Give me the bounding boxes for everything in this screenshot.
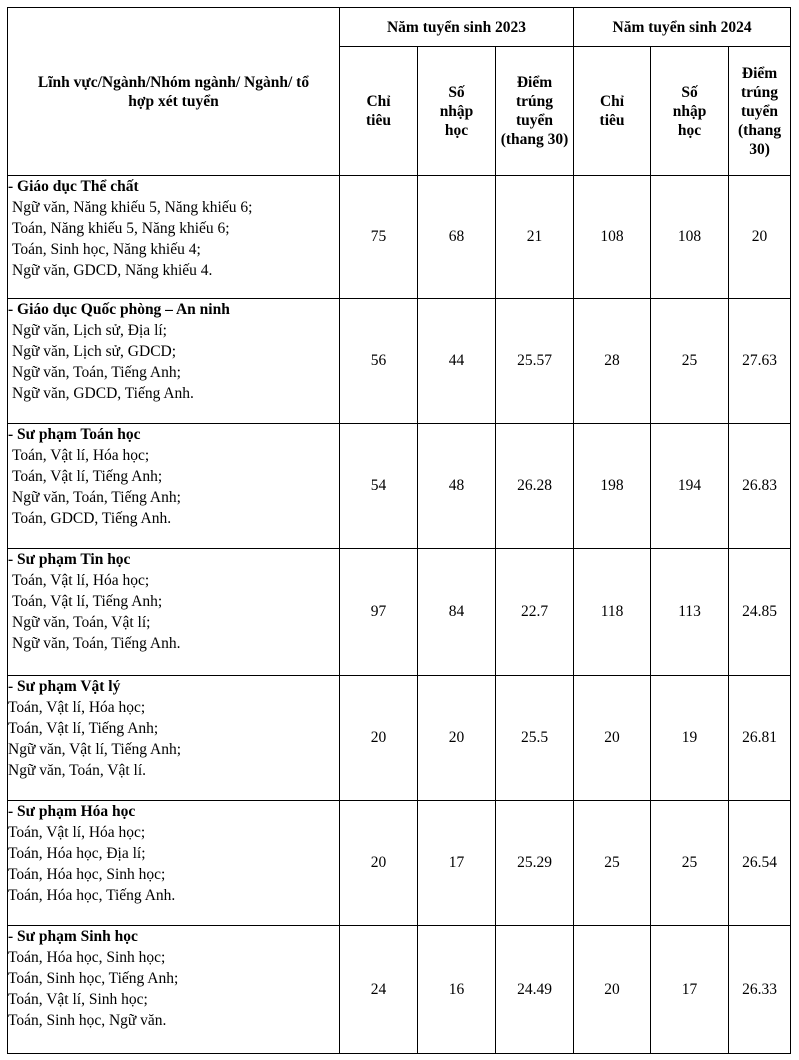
- quota-2024: 20: [574, 676, 651, 801]
- score-2023: 25.57: [496, 299, 574, 424]
- quota-2023: 56: [340, 299, 418, 424]
- quota-2024: 20: [574, 926, 651, 1054]
- combo-line: Toán, Vật lí, Hóa học;: [8, 824, 146, 841]
- combo-line: Ngữ văn, GDCD, Năng khiếu 4.: [12, 262, 213, 279]
- table-row: [8, 549, 791, 676]
- quota-2023: 20: [340, 676, 418, 801]
- combo-line: Ngữ văn, Toán, Vật lí.: [8, 762, 147, 779]
- major-name: - Giáo dục Thể chất: [8, 178, 139, 195]
- quota-2023: 24: [340, 926, 418, 1054]
- combo-line: Toán, Vật lí, Tiếng Anh;: [12, 593, 163, 610]
- score-2023: 25.5: [496, 676, 574, 801]
- quota-2024: 25: [574, 801, 651, 926]
- combo-line: Toán, Năng khiếu 5, Năng khiếu 6;: [12, 220, 230, 237]
- combo-line: Toán, Hóa học, Sinh học;: [8, 866, 166, 883]
- quota-2024: 108: [574, 176, 651, 299]
- combo-line: Toán, Vật lí, Tiếng Anh;: [8, 720, 159, 737]
- score-2024: 20: [729, 176, 791, 299]
- combo-line: Toán, Vật lí, Hóa học;: [8, 699, 146, 716]
- table-row: [8, 299, 791, 424]
- combo-line: Ngữ văn, Lịch sử, Địa lí;: [12, 322, 167, 339]
- combo-line: Ngữ văn, Toán, Vật lí;: [12, 614, 151, 631]
- combo-line: Toán, Vật lí, Hóa học;: [12, 572, 150, 589]
- enrolled-2024: 113: [651, 549, 729, 676]
- major-name: - Sư phạm Toán học: [8, 426, 141, 443]
- quota-2023: 54: [340, 424, 418, 549]
- table-row: [8, 926, 791, 1054]
- enrolled-2024: 19: [651, 676, 729, 801]
- score-2023: 21: [496, 176, 574, 299]
- major-cell: [8, 801, 340, 926]
- combo-line: Toán, Vật lí, Sinh học;: [8, 991, 148, 1008]
- score-2024: 26.81: [729, 676, 791, 801]
- header-score-2024: Điểm trúng tuyển (thang 30): [729, 47, 791, 176]
- enrolled-2024: 17: [651, 926, 729, 1054]
- enrolled-2023: 17: [418, 801, 496, 926]
- table-row: [8, 424, 791, 549]
- combo-line: Toán, Sinh học, Năng khiếu 4;: [12, 241, 201, 258]
- table-row: [8, 676, 791, 801]
- header-enrolled-2024: Số nhập học: [651, 47, 729, 176]
- enrolled-2023: 44: [418, 299, 496, 424]
- combo-line: Ngữ văn, Năng khiếu 5, Năng khiếu 6;: [12, 199, 253, 216]
- major-cell: [8, 926, 340, 1054]
- score-2024: 26.54: [729, 801, 791, 926]
- combo-line: Ngữ văn, Toán, Tiếng Anh;: [12, 489, 181, 506]
- major-name: - Sư phạm Tin học: [8, 551, 131, 568]
- major-name: - Giáo dục Quốc phòng – An ninh: [8, 301, 230, 318]
- header-year-2024: Năm tuyển sinh 2024: [574, 8, 791, 47]
- combo-line: Ngữ văn, Toán, Tiếng Anh;: [12, 364, 181, 381]
- combo-line: Toán, Vật lí, Tiếng Anh;: [12, 468, 163, 485]
- combo-line: Toán, Sinh học, Ngữ văn.: [8, 1012, 167, 1029]
- header-field-column: Lĩnh vực/Ngành/Nhóm ngành/ Ngành/ tổ hợp xét tuyển: [8, 8, 340, 176]
- enrolled-2024: 25: [651, 299, 729, 424]
- quota-2023: 75: [340, 176, 418, 299]
- score-2024: 27.63: [729, 299, 791, 424]
- enrolled-2024: 25: [651, 801, 729, 926]
- major-cell: [8, 424, 340, 549]
- enrolled-2023: 48: [418, 424, 496, 549]
- combo-line: Toán, Vật lí, Hóa học;: [12, 447, 150, 464]
- enrolled-2023: 20: [418, 676, 496, 801]
- major-cell: [8, 676, 340, 801]
- major-cell: [8, 549, 340, 676]
- combo-line: Toán, Hóa học, Sinh học;: [8, 949, 166, 966]
- combo-line: Ngữ văn, Vật lí, Tiếng Anh;: [8, 741, 182, 758]
- enrolled-2023: 68: [418, 176, 496, 299]
- header-quota-2023: Chỉ tiêu: [340, 47, 418, 176]
- major-name: - Sư phạm Vật lý: [8, 678, 121, 695]
- quota-2023: 97: [340, 549, 418, 676]
- quota-2024: 198: [574, 424, 651, 549]
- combo-line: Ngữ văn, Lịch sử, GDCD;: [12, 343, 177, 360]
- combo-line: Toán, Hóa học, Địa lí;: [8, 845, 146, 862]
- score-2024: 26.33: [729, 926, 791, 1054]
- header-year-2023: Năm tuyển sinh 2023: [340, 8, 574, 47]
- major-name: - Sư phạm Sinh học: [8, 928, 138, 945]
- score-2024: 26.83: [729, 424, 791, 549]
- table-row: [8, 176, 791, 299]
- admission-table: [7, 7, 791, 1054]
- combo-line: Toán, Sinh học, Tiếng Anh;: [8, 970, 179, 987]
- enrolled-2023: 16: [418, 926, 496, 1054]
- enrolled-2024: 108: [651, 176, 729, 299]
- combo-line: Toán, GDCD, Tiếng Anh.: [12, 510, 172, 527]
- quota-2023: 20: [340, 801, 418, 926]
- score-2023: 24.49: [496, 926, 574, 1054]
- table-row: [8, 801, 791, 926]
- enrolled-2024: 194: [651, 424, 729, 549]
- major-cell: [8, 176, 340, 299]
- score-2024: 24.85: [729, 549, 791, 676]
- combo-line: Ngữ văn, GDCD, Tiếng Anh.: [12, 385, 194, 402]
- header-score-2023: Điểm trúng tuyển (thang 30): [496, 47, 574, 176]
- combo-line: Toán, Hóa học, Tiếng Anh.: [8, 887, 176, 904]
- quota-2024: 28: [574, 299, 651, 424]
- quota-2024: 118: [574, 549, 651, 676]
- major-name: - Sư phạm Hóa học: [8, 803, 136, 820]
- enrolled-2023: 84: [418, 549, 496, 676]
- score-2023: 25.29: [496, 801, 574, 926]
- combo-line: Ngữ văn, Toán, Tiếng Anh.: [12, 635, 181, 652]
- score-2023: 26.28: [496, 424, 574, 549]
- header-quota-2024: Chỉ tiêu: [574, 47, 651, 176]
- header-enrolled-2023: Số nhập học: [418, 47, 496, 176]
- major-cell: [8, 299, 340, 424]
- score-2023: 22.7: [496, 549, 574, 676]
